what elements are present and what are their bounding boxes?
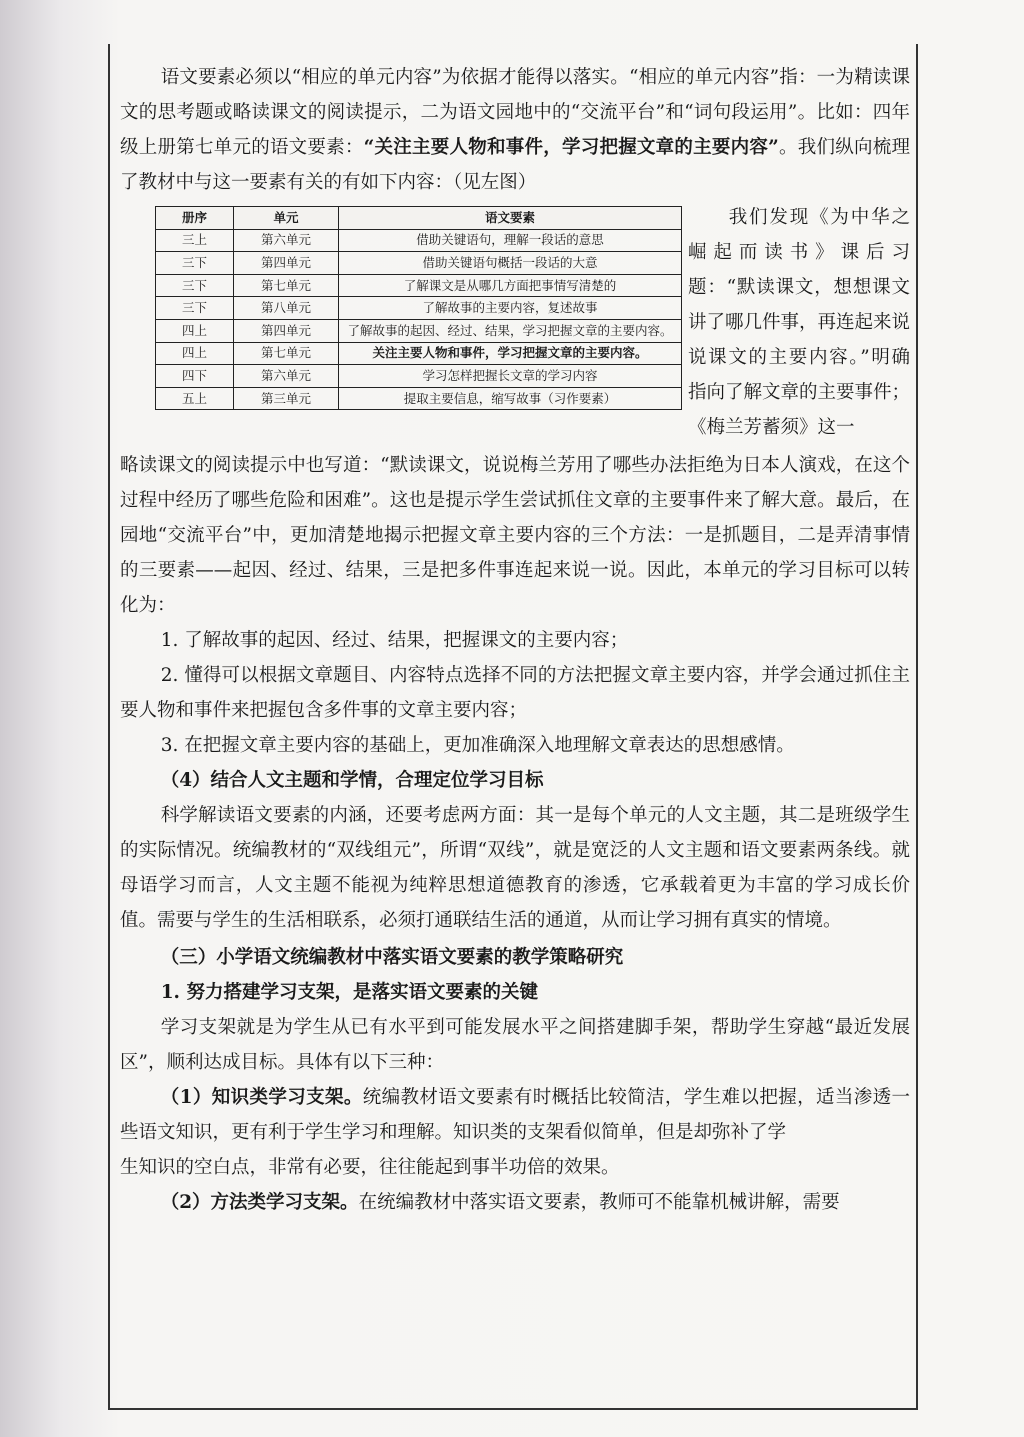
item-knowledge-scaffold [120, 1080, 910, 1150]
cell-volume: 五上 [156, 387, 234, 410]
header-unit: 单元 [234, 207, 339, 230]
document-body [120, 60, 910, 1220]
cell-volume: 三上 [156, 229, 234, 252]
item1-label: （1）知识类学习支架。 [160, 1087, 363, 1108]
cell-element: 借助关键语句概括一段话的大意 [339, 252, 682, 275]
table-row [156, 319, 682, 342]
cell-unit: 第四单元 [234, 319, 339, 342]
cell-unit: 第七单元 [234, 342, 339, 365]
item1-tail: 生知识的空白点，非常有必要，往往能起到事半功倍的效果。 [120, 1157, 620, 1178]
item2-text: 在统编教材中落实语文要素，教师可不能靠机械讲解，需要 [358, 1192, 840, 1213]
section-heading-3: （三）小学语文统编教材中落实语文要素的教学策略研究 [160, 947, 624, 968]
cell-element: 借助关键语句，理解一段话的意思 [339, 229, 682, 252]
table-row [156, 365, 682, 388]
cell-element: 提取主要信息，缩写故事（习作要素） [339, 387, 682, 410]
paragraph-intro [120, 60, 910, 200]
intro-text: 语文要素必须以“相应的单元内容”为依据才能得以落实。“相应的单元内容”指：一为精读课文的思考题或略读课文的阅读提示，二为语文园地中的“交流平台”和“词句段运用”。比如：四年级上册第七单元的语文要素： [120, 67, 910, 158]
cell-volume: 三下 [156, 252, 234, 275]
cell-unit: 第七单元 [234, 274, 339, 297]
intro-bold-text: “关注主要人物和事件，学习把握文章的主要内容” [363, 137, 779, 158]
goal-item: 2. 懂得可以根据文章题目、内容特点选择不同的方法把握文章主要内容，并学会通过抓住主要人物和事件来把握包含多件事的文章主要内容； [120, 665, 910, 721]
item2-label: （2）方法类学习支架。 [160, 1192, 359, 1213]
goal-item: 3. 在把握文章主要内容的基础上，更加准确深入地理解文章表达的思想感情。 [160, 735, 795, 756]
paragraph-humanities: 科学解读语文要素的内涵，还要考虑两方面：其一是每个单元的人文主题，其二是班级学生的实际情况。统编教材的“双线组元”，所谓“双线”，就是宽泛的人文主题和语文要素两条线。就母语学习而言，人文主题不能视为纯粹思想道德教育的渗透，它承载着更为丰富的学习成长价值。需要与学生的生活相联系，必须打通联结生活的通道，从而让学习拥有真实的情境。 [120, 805, 910, 931]
heading-4: （4）结合人文主题和学情，合理定位学习目标 [160, 770, 544, 791]
cell-volume: 四上 [156, 319, 234, 342]
cell-element: 了解故事的主要内容，复述故事 [339, 297, 682, 320]
header-element: 语文要素 [339, 207, 682, 230]
cell-unit: 第六单元 [234, 365, 339, 388]
cell-volume: 四上 [156, 342, 234, 365]
language-elements-table [155, 206, 682, 410]
table-row [156, 342, 682, 365]
paragraph-continued: 略读课文的阅读提示中也写道：“默读课文，说说梅兰芳用了哪些办法拒绝为日本人演戏，在这个过程中经历了哪些危险和困难”。这也是提示学生尝试抓住文章的主要事件来了解大意。最后，在园地“交流平台”中，更加清楚地揭示把握文章主要内容的三个方法：一是抓题目，二是弄清事情的三要素——起因、经过、结果，三是把多件事连起来说一说。因此，本单元的学习目标可以转化为： [120, 455, 910, 616]
cell-unit: 第八单元 [234, 297, 339, 320]
table-row [156, 387, 682, 410]
goal-item: 1. 了解故事的起因、经过、结果，把握课文的主要内容； [160, 630, 629, 651]
cell-volume: 四下 [156, 365, 234, 388]
cell-element: 关注主要人物和事件，学习把握文章的主要内容。 [339, 342, 682, 365]
cell-unit: 第六单元 [234, 229, 339, 252]
header-volume: 册序 [156, 207, 234, 230]
table-row [156, 229, 682, 252]
table-row [156, 274, 682, 297]
cell-volume: 三下 [156, 274, 234, 297]
table-with-side-text [120, 200, 910, 448]
cell-element: 了解课文是从哪几方面把事情写清楚的 [339, 274, 682, 297]
table-header-row [156, 207, 682, 230]
item1-text: 统编教材语文要素有时概括比较简洁，学生难以把握，适当渗透一些语文知识，更有利于学生学习和理解。知识类的支架看似简单，但是却弥补了学 [120, 1087, 910, 1143]
table-row [156, 252, 682, 275]
paragraph-scaffold: 学习支架就是为学生从已有水平到可能发展水平之间搭建脚手架，帮助学生穿越“最近发展区”，顺利达成目标。具体有以下三种： [120, 1017, 910, 1073]
item-method-scaffold [120, 1185, 910, 1220]
side-paragraph: 我们发现《为中华之崛起而读书》课后习题：“默读课文，想想课文讲了哪几件事，再连起来说说课文的主要内容。”明确指向了解文章的主要事件；《梅兰芳蓄须》这一 [688, 207, 911, 438]
cell-volume: 三下 [156, 297, 234, 320]
table-row [156, 297, 682, 320]
cell-unit: 第三单元 [234, 387, 339, 410]
cell-element: 了解故事的起因、经过、结果，学习把握文章的主要内容。 [339, 319, 682, 342]
intro-tail-text: 。我们纵向梳理了教材中与这一要素有关的有如下内容：（见左图） [120, 137, 910, 193]
cell-unit: 第四单元 [234, 252, 339, 275]
subheading-1: 1. 努力搭建学习支架，是落实语文要素的关键 [160, 982, 538, 1003]
cell-element: 学习怎样把握长文章的学习内容 [339, 365, 682, 388]
